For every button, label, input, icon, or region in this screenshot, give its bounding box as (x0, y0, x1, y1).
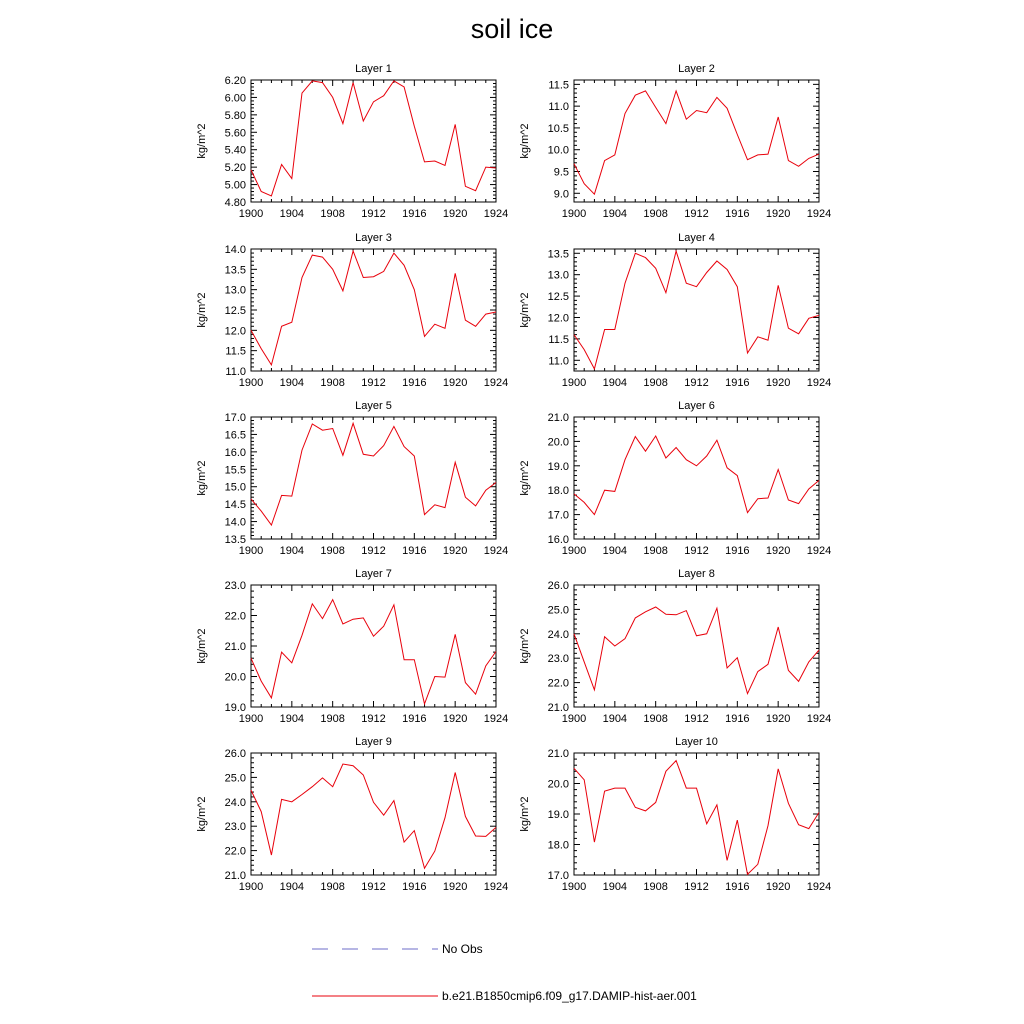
panel-title: Layer 8 (678, 568, 715, 580)
x-tick-label: 1900 (238, 377, 264, 389)
series-line (574, 91, 819, 194)
x-tick-label: 1904 (279, 208, 305, 220)
plot-frame (251, 585, 496, 707)
x-tick-label: 1920 (765, 881, 791, 893)
series-line (574, 761, 819, 875)
x-tick-label: 1900 (238, 545, 264, 557)
y-tick-label: 9.5 (553, 166, 569, 179)
x-tick-label: 1900 (238, 208, 264, 220)
y-tick-label: 21.0 (547, 412, 569, 424)
y-tick-label: 9.0 (553, 188, 569, 201)
x-tick-label: 1912 (684, 713, 709, 725)
y-tick-label: 13.0 (547, 269, 569, 282)
x-tick-label: 1912 (684, 208, 709, 220)
y-tick-label: 5.00 (224, 179, 246, 192)
y-tick-label: 17.0 (224, 412, 246, 424)
series-line (251, 423, 496, 525)
panel-title: Layer 2 (678, 63, 715, 75)
x-tick-label: 1908 (320, 881, 345, 893)
y-tick-label: 21.0 (224, 870, 246, 882)
layer-panel-7 (196, 568, 508, 725)
x-tick-label: 1904 (279, 881, 305, 893)
y-tick-label: 15.0 (224, 481, 246, 494)
x-tick-label: 1912 (684, 545, 709, 557)
x-tick-label: 1912 (361, 881, 386, 893)
y-tick-label: 5.40 (224, 144, 246, 157)
chart-panels (196, 63, 831, 893)
x-tick-label: 1904 (279, 545, 305, 557)
x-tick-label: 1920 (442, 377, 468, 389)
y-tick-label: 24.0 (547, 628, 569, 641)
y-tick-label: 11.0 (548, 355, 569, 368)
layer-panel-1 (196, 63, 508, 220)
layer-panel-10 (519, 736, 831, 893)
layer-panel-3 (196, 232, 508, 389)
plot-frame (251, 753, 496, 875)
y-tick-label: 23.0 (547, 653, 569, 666)
x-tick-label: 1920 (765, 713, 791, 725)
x-tick-label: 1924 (806, 545, 832, 557)
panel-title: Layer 9 (355, 736, 392, 748)
x-tick-label: 1908 (643, 208, 668, 220)
x-tick-label: 1908 (320, 545, 345, 557)
y-tick-label: 25.0 (224, 772, 246, 785)
panel-title: Layer 7 (355, 568, 392, 580)
x-tick-label: 1916 (402, 377, 427, 389)
y-tick-label: 23.0 (224, 580, 246, 592)
layer-panel-4 (519, 232, 831, 389)
x-tick-label: 1916 (725, 377, 750, 389)
x-tick-label: 1900 (561, 545, 587, 557)
x-tick-label: 1916 (725, 208, 750, 220)
layer-panel-5 (196, 400, 508, 557)
y-tick-label: 10.5 (547, 122, 569, 135)
y-tick-label: 14.5 (224, 499, 246, 512)
y-tick-label: 13.0 (224, 284, 246, 297)
y-tick-label: 16.0 (547, 534, 569, 546)
y-axis-label: kg/m^2 (519, 628, 531, 664)
panel-title: Layer 6 (678, 400, 715, 412)
y-tick-label: 21.0 (224, 641, 246, 653)
series-line (251, 764, 496, 868)
x-tick-label: 1920 (442, 881, 468, 893)
y-axis-label: kg/m^2 (196, 628, 208, 664)
y-tick-label: 17.0 (547, 509, 569, 522)
x-tick-label: 1924 (806, 713, 832, 725)
x-tick-label: 1908 (643, 377, 668, 389)
x-tick-label: 1924 (806, 377, 832, 389)
y-tick-label: 14.0 (224, 244, 246, 256)
layer-panel-2 (519, 63, 831, 220)
y-tick-label: 22.0 (224, 845, 246, 858)
y-axis-label: kg/m^2 (519, 460, 531, 496)
y-axis-label: kg/m^2 (196, 796, 208, 832)
y-tick-label: 19.0 (224, 702, 246, 714)
y-tick-label: 23.0 (224, 821, 246, 834)
plot-frame (574, 417, 819, 539)
y-axis-label: kg/m^2 (519, 292, 531, 328)
x-tick-label: 1908 (320, 377, 345, 389)
y-tick-label: 11.5 (548, 79, 569, 92)
y-tick-label: 6.20 (224, 75, 246, 87)
y-tick-label: 10.0 (547, 144, 569, 157)
x-tick-label: 1916 (402, 208, 427, 220)
panel-title: Layer 4 (678, 232, 715, 244)
x-tick-label: 1924 (483, 377, 509, 389)
y-tick-label: 20.0 (547, 778, 569, 791)
y-tick-label: 6.00 (224, 92, 246, 105)
legend-no-obs-label: No Obs (442, 942, 483, 956)
x-tick-label: 1920 (442, 208, 468, 220)
x-tick-label: 1916 (725, 713, 750, 725)
layer-panel-6 (519, 400, 831, 557)
x-tick-label: 1912 (361, 377, 386, 389)
x-tick-label: 1912 (361, 713, 386, 725)
x-tick-label: 1924 (483, 545, 509, 557)
y-tick-label: 18.0 (547, 839, 569, 852)
x-tick-label: 1916 (402, 545, 427, 557)
y-tick-label: 12.0 (547, 312, 569, 325)
x-tick-label: 1908 (320, 713, 345, 725)
y-tick-label: 13.5 (224, 534, 246, 546)
y-tick-label: 13.5 (547, 248, 569, 261)
x-tick-label: 1912 (684, 881, 709, 893)
y-tick-label: 24.0 (224, 796, 246, 809)
x-tick-label: 1916 (725, 545, 750, 557)
x-tick-label: 1924 (483, 208, 509, 220)
x-tick-label: 1904 (602, 377, 628, 389)
plot-frame (251, 417, 496, 539)
panel-title: Layer 3 (355, 232, 392, 244)
panel-title: Layer 10 (675, 736, 718, 748)
x-tick-label: 1912 (361, 208, 386, 220)
plot-frame (251, 249, 496, 371)
x-tick-label: 1924 (483, 713, 509, 725)
x-tick-label: 1924 (483, 881, 509, 893)
plot-frame (251, 80, 496, 202)
plot-frame (574, 249, 819, 371)
plot-frame (574, 753, 819, 875)
legend-model-label: b.e21.B1850cmip6.f09_g17.DAMIP-hist-aer.001 (442, 989, 697, 1003)
x-tick-label: 1900 (238, 713, 264, 725)
x-tick-label: 1904 (602, 713, 628, 725)
x-tick-label: 1920 (765, 377, 791, 389)
y-tick-label: 16.5 (224, 429, 246, 442)
y-tick-label: 22.0 (547, 677, 569, 690)
y-axis-label: kg/m^2 (519, 796, 531, 832)
x-tick-label: 1900 (561, 208, 587, 220)
layer-panel-8 (519, 568, 831, 725)
page-title: soil ice (470, 14, 554, 44)
x-tick-label: 1920 (765, 208, 791, 220)
x-tick-label: 1904 (279, 377, 305, 389)
x-tick-label: 1916 (402, 881, 427, 893)
series-line (251, 81, 496, 196)
y-tick-label: 20.0 (224, 671, 246, 684)
x-tick-label: 1920 (765, 545, 791, 557)
x-tick-label: 1912 (361, 545, 386, 557)
y-tick-label: 22.0 (224, 610, 246, 623)
y-tick-label: 5.80 (224, 109, 246, 122)
series-line (574, 436, 819, 515)
y-tick-label: 11.5 (225, 345, 246, 358)
y-axis-label: kg/m^2 (196, 460, 208, 496)
x-tick-label: 1924 (806, 881, 832, 893)
y-tick-label: 14.0 (224, 516, 246, 529)
y-tick-label: 4.80 (224, 197, 246, 209)
plot-frame (574, 80, 819, 202)
y-tick-label: 19.0 (547, 809, 569, 821)
x-tick-label: 1900 (561, 713, 587, 725)
x-tick-label: 1900 (561, 881, 587, 893)
y-tick-label: 17.0 (547, 870, 569, 882)
x-tick-label: 1908 (320, 208, 345, 220)
y-tick-label: 21.0 (547, 702, 569, 714)
x-tick-label: 1904 (279, 713, 305, 725)
y-tick-label: 13.5 (224, 264, 246, 277)
x-tick-label: 1924 (806, 208, 832, 220)
y-tick-label: 25.0 (547, 604, 569, 617)
series-line (574, 251, 819, 369)
x-tick-label: 1908 (643, 545, 668, 557)
y-tick-label: 12.0 (224, 325, 246, 338)
y-tick-label: 12.5 (224, 305, 246, 317)
y-tick-label: 15.5 (224, 464, 246, 477)
x-tick-label: 1904 (602, 208, 628, 220)
x-tick-label: 1900 (561, 377, 587, 389)
y-tick-label: 11.0 (548, 101, 569, 114)
x-tick-label: 1920 (442, 713, 468, 725)
y-tick-label: 26.0 (547, 580, 569, 592)
y-tick-label: 11.0 (225, 366, 246, 378)
y-tick-label: 11.5 (548, 333, 569, 346)
y-axis-label: kg/m^2 (196, 123, 208, 159)
x-tick-label: 1912 (684, 377, 709, 389)
series-line (251, 251, 496, 365)
y-tick-label: 5.60 (224, 127, 246, 140)
y-tick-label: 26.0 (224, 748, 246, 760)
panel-title: Layer 1 (355, 63, 392, 75)
y-tick-label: 20.0 (547, 436, 569, 449)
x-tick-label: 1908 (643, 713, 668, 725)
x-tick-label: 1900 (238, 881, 264, 893)
legend (312, 942, 697, 1003)
y-tick-label: 5.20 (224, 162, 246, 175)
y-tick-label: 21.0 (547, 748, 569, 760)
series-line (574, 607, 819, 694)
layer-panel-9 (196, 736, 508, 893)
x-tick-label: 1916 (725, 881, 750, 893)
x-tick-label: 1908 (643, 881, 668, 893)
y-tick-label: 12.5 (547, 291, 569, 304)
series-line (251, 600, 496, 704)
x-tick-label: 1920 (442, 545, 468, 557)
x-tick-label: 1916 (402, 713, 427, 725)
panel-title: Layer 5 (355, 400, 392, 412)
x-tick-label: 1904 (602, 545, 628, 557)
x-tick-label: 1904 (602, 881, 628, 893)
y-tick-label: 19.0 (547, 460, 569, 473)
y-axis-label: kg/m^2 (196, 292, 208, 328)
y-axis-label: kg/m^2 (519, 123, 531, 159)
y-tick-label: 16.0 (224, 446, 246, 459)
y-tick-label: 18.0 (547, 485, 569, 498)
